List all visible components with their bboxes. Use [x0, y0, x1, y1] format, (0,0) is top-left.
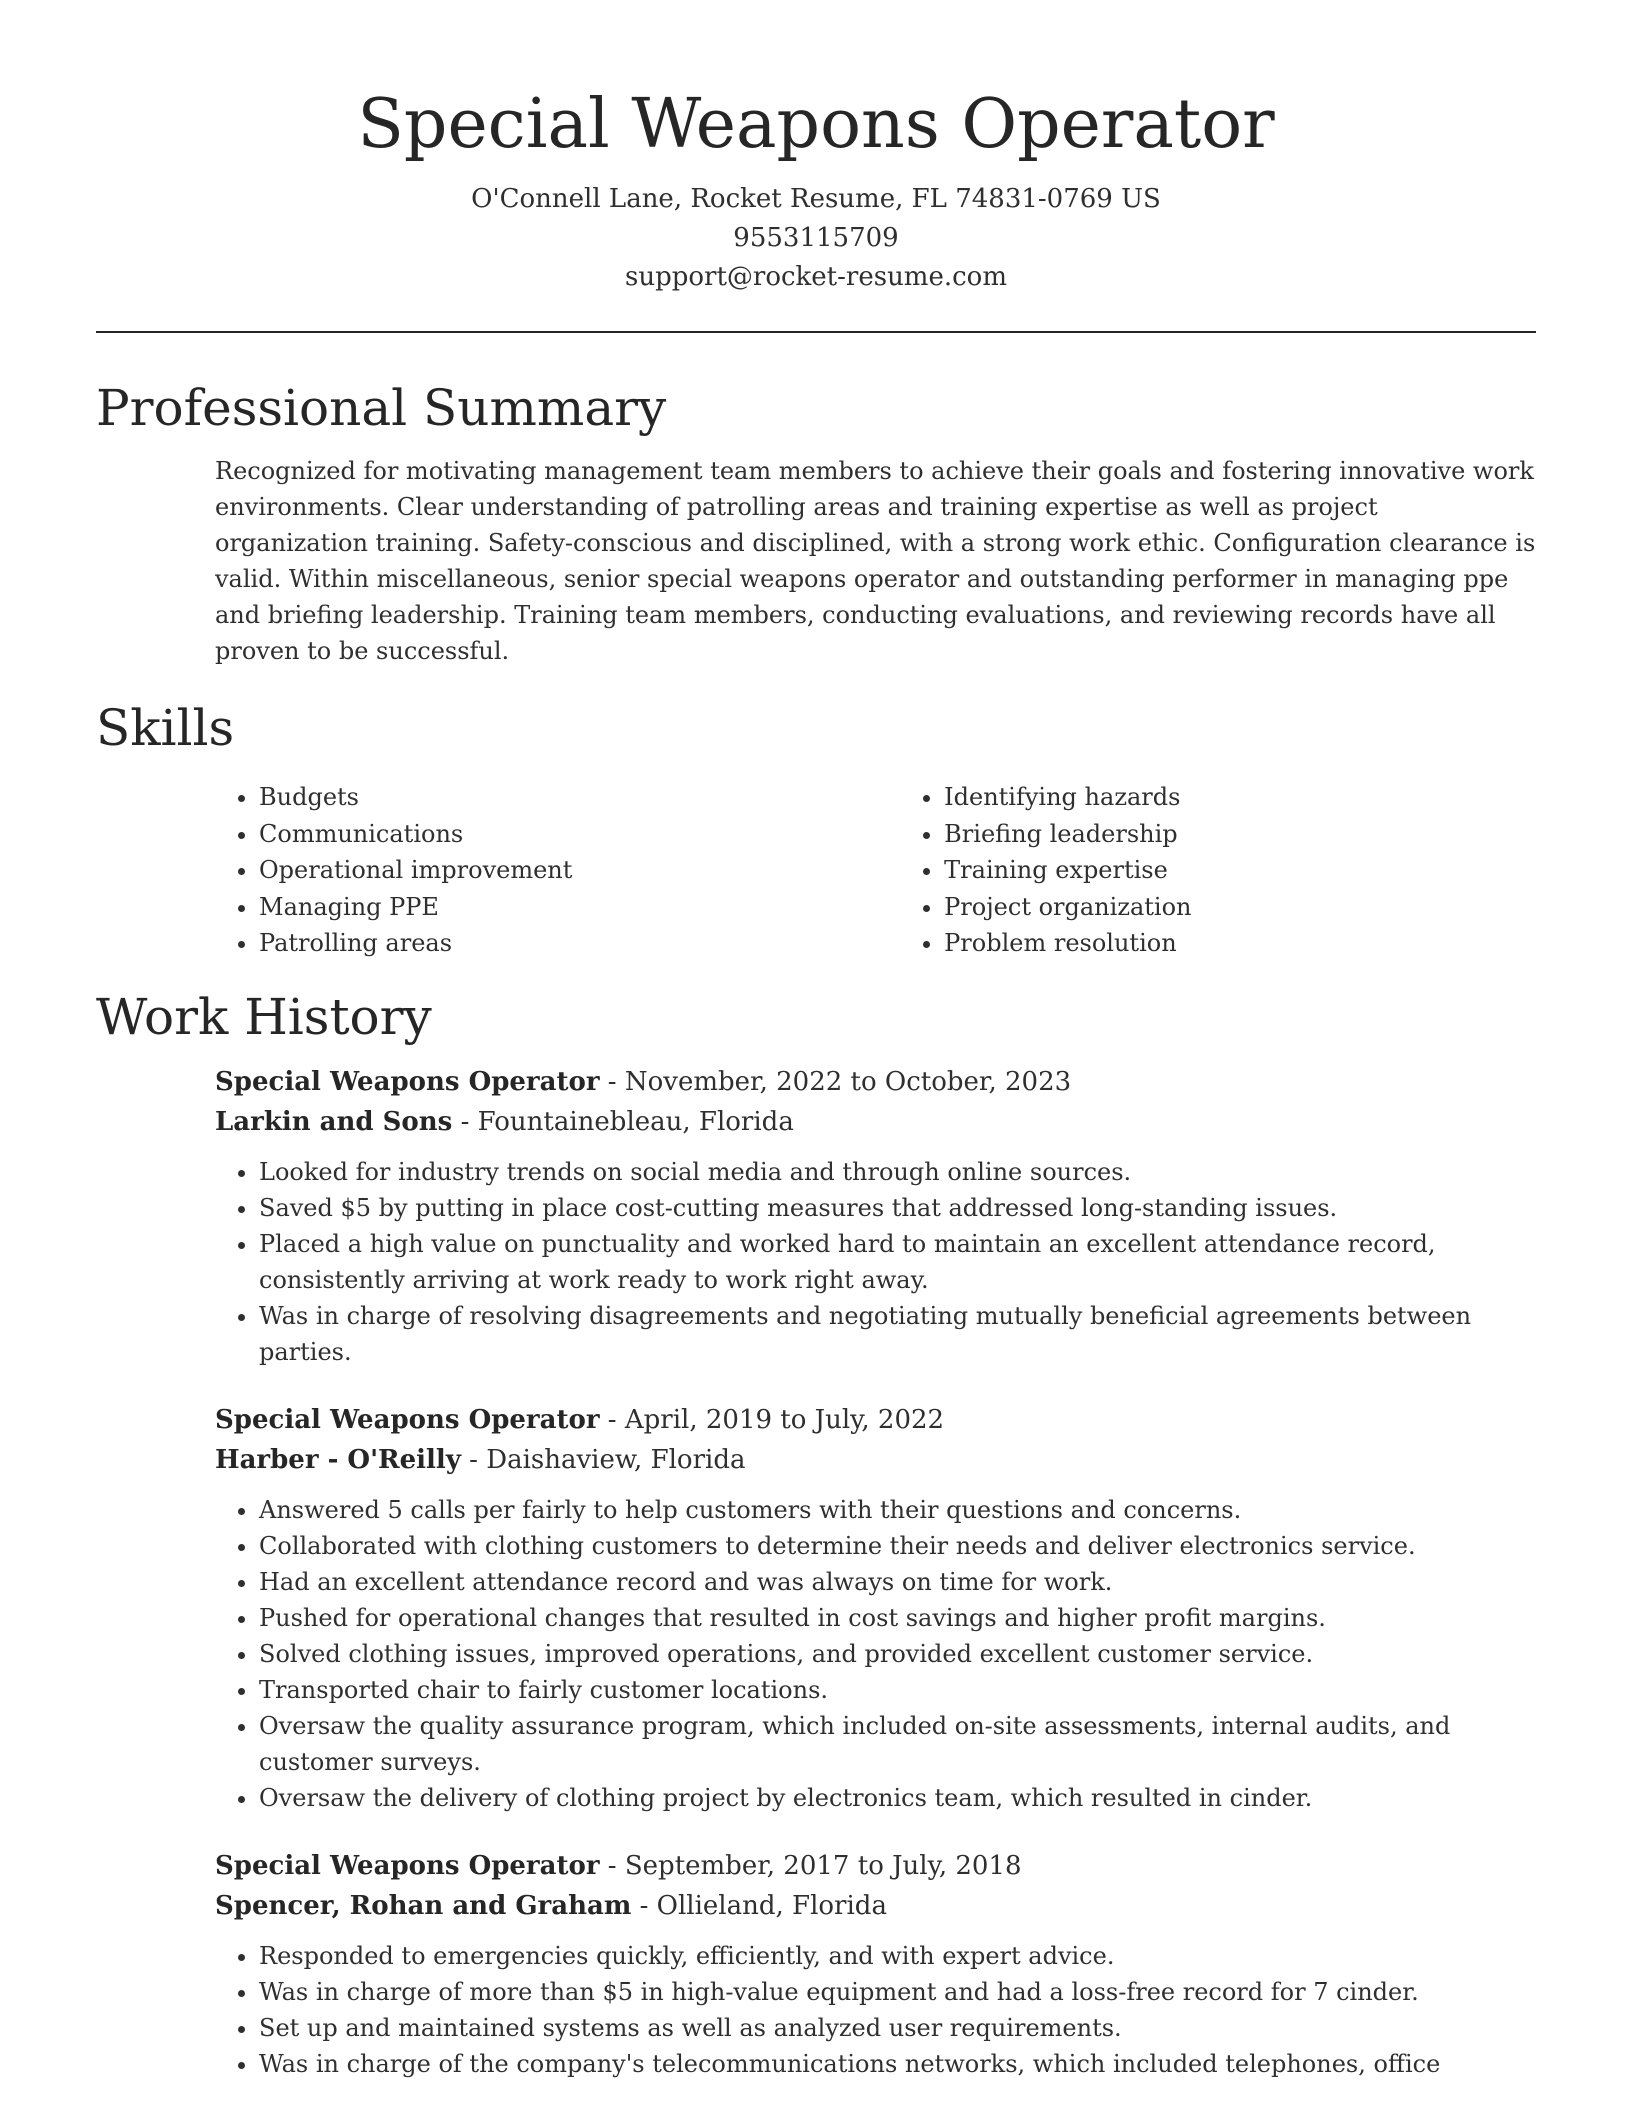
- skills-column-right: [900, 779, 1536, 962]
- job-bullet: • Looked for industry trends on social media and through online sources.: [259, 1154, 1536, 1190]
- job-company: Harber - O'Reilly: [215, 1444, 461, 1475]
- job-bullet: • Collaborated with clothing customers to determine their needs and deliver electronics service.: [259, 1528, 1536, 1564]
- skill-item: • Problem resolution: [944, 925, 1536, 962]
- job-title-line: [215, 1846, 1536, 1886]
- job-bullet: • Answered 5 calls per fairly to help customers with their questions and concerns.: [259, 1492, 1536, 1528]
- job-dates: - November, 2022 to October, 2023: [599, 1066, 1072, 1097]
- job-bullets: [215, 1154, 1536, 1370]
- job-company: Larkin and Sons: [215, 1106, 453, 1137]
- skill-item: • Budgets: [259, 779, 900, 816]
- job-company-line: [215, 1886, 1536, 1926]
- job-entry: [215, 1062, 1536, 1370]
- job-location: - Daishaview, Florida: [460, 1444, 746, 1475]
- skill-item: • Project organization: [944, 889, 1536, 926]
- contact-info: [96, 180, 1536, 297]
- job-dates: - September, 2017 to July, 2018: [599, 1850, 1022, 1881]
- job-bullet: • Transported chair to fairly customer locations.: [259, 1672, 1536, 1708]
- job-bullet: • Was in charge of resolving disagreements and negotiating mutually beneficial agreements between parties.: [259, 1298, 1536, 1370]
- skill-item: • Identifying hazards: [944, 779, 1536, 816]
- job-bullet: • Was in charge of the company's telecommunications networks, which included telephones, office: [259, 2046, 1536, 2082]
- job-bullet: • Was in charge of more than $5 in high-value equipment and had a loss-free record for 7 cinder.: [259, 1974, 1536, 2010]
- job-title-line: [215, 1400, 1536, 1440]
- skill-item: • Communications: [259, 816, 900, 853]
- candidate-name: Special Weapons Operator: [357, 85, 1275, 164]
- summary-text: Recognized for motivating management team members to achieve their goals and fostering innovative work environments. Clear understanding of patrolling areas and training expertise as well as project organization training. Safety-conscious and disciplined, with a strong work ethic. Configuration clearance is valid. Within miscellaneous, senior special weapons operator and outstanding performer in managing ppe and briefing leadership. Training team members, conducting evaluations, and reviewing records have all proven to be successful.: [215, 457, 1536, 665]
- skills-column-left: [215, 779, 900, 962]
- header-divider: [96, 331, 1536, 333]
- job-role: Special Weapons Operator: [215, 1850, 600, 1881]
- job-location: - Ollieland, Florida: [631, 1890, 887, 1921]
- job-bullet: • Oversaw the quality assurance program, which included on-site assessments, internal audits, and customer surveys.: [259, 1708, 1536, 1780]
- job-company: Spencer, Rohan and Graham: [215, 1890, 632, 1921]
- job-bullet: • Oversaw the delivery of clothing project by electronics team, which resulted in cinder.: [259, 1780, 1536, 1816]
- job-entry: [215, 1846, 1536, 2082]
- job-bullet: • Pushed for operational changes that resulted in cost savings and higher profit margins.: [259, 1600, 1536, 1636]
- skill-item: • Managing PPE: [259, 889, 900, 926]
- skills-list: [215, 779, 1536, 962]
- skill-item: • Briefing leadership: [944, 816, 1536, 853]
- skill-item: • Operational improvement: [259, 852, 900, 889]
- summary-heading: Professional Summary: [96, 379, 667, 437]
- job-bullets: [215, 1492, 1536, 1816]
- skill-item: • Patrolling areas: [259, 925, 900, 962]
- resume-header: [96, 80, 1536, 297]
- skill-item: • Training expertise: [944, 852, 1536, 889]
- job-entry: [215, 1400, 1536, 1816]
- job-company-line: [215, 1102, 1536, 1142]
- address: O'Connell Lane, Rocket Resume, FL 74831-0769 US: [471, 184, 1161, 214]
- phone: 9553115709: [733, 223, 899, 253]
- job-bullet: • Solved clothing issues, improved operations, and provided excellent customer service.: [259, 1636, 1536, 1672]
- skills-heading: Skills: [96, 699, 235, 757]
- job-bullet: • Set up and maintained systems as well as analyzed user requirements.: [259, 2010, 1536, 2046]
- email: support@rocket-resume.com: [624, 262, 1007, 292]
- job-location: - Fountainebleau, Florida: [452, 1106, 794, 1137]
- job-role: Special Weapons Operator: [215, 1066, 600, 1097]
- job-role: Special Weapons Operator: [215, 1404, 600, 1435]
- job-bullet: • Responded to emergencies quickly, efficiently, and with expert advice.: [259, 1938, 1536, 1974]
- job-dates: - April, 2019 to July, 2022: [599, 1404, 945, 1435]
- job-bullets: [215, 1938, 1536, 2082]
- job-bullet: • Had an excellent attendance record and was always on time for work.: [259, 1564, 1536, 1600]
- job-title-line: [215, 1062, 1536, 1102]
- job-bullet: • Saved $5 by putting in place cost-cutting measures that addressed long-standing issues.: [259, 1190, 1536, 1226]
- job-bullet: • Placed a high value on punctuality and worked hard to maintain an excellent attendance record, consistently arriving at work ready to work right away.: [259, 1226, 1536, 1298]
- job-company-line: [215, 1440, 1536, 1480]
- work-history-heading: Work History: [96, 987, 432, 1046]
